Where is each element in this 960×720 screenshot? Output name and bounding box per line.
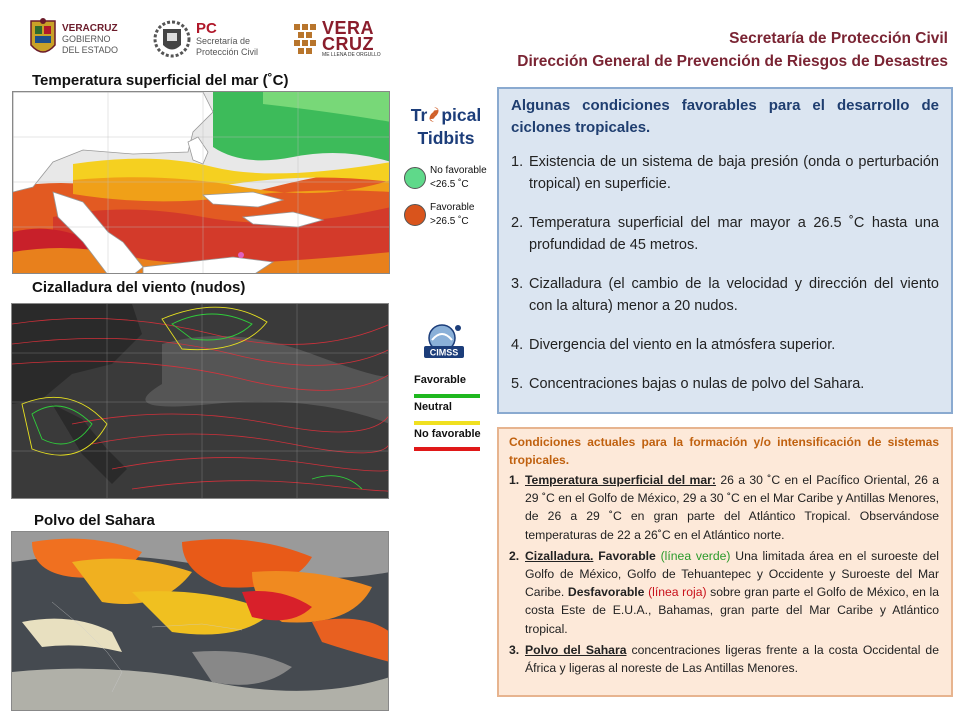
current-condition-dust — [509, 641, 939, 677]
orange-circle-icon — [404, 204, 426, 226]
current-condition-shear — [509, 547, 939, 638]
item-label: Temperatura superficial del mar: — [525, 473, 716, 487]
shear-legend-favorable-label: Favorable — [414, 374, 466, 386]
logo-text-line: Protección Civil — [196, 46, 259, 57]
item-text: 26 a 30 ˚C en el Pacífico Oriental, 26 a 29 ˚C en el Golfo de México, 29 a 30 ˚C en el Mar Caribe y Antillas Menores, de 26 a 29 ˚C en gran parte del Atlántico Tropical. Observándose temperaturas de 22 a 26˚C en el Atlántico norte. — [525, 473, 939, 542]
item-text: sobre gran parte el Golfo de México, en la costa Este de E.U.A., Bahamas, gran parte del Mar Caribe y Atlántico tropical. — [525, 585, 939, 636]
item-text: Una limitada área en el suroeste del Golfo de México, Golfo de Tehuantepec y Occidente y Suroeste del Mar Caribe. — [525, 548, 940, 600]
logo-text-line: Secretaría de — [196, 35, 251, 46]
item-text: Cizalladura (el cambio de la velocidad y dirección del viento con la altura) menor a 20 nudos. — [529, 276, 939, 314]
shear-legend-red-line — [414, 447, 480, 451]
header-title-line2: Dirección General de Prevención de Riesgos de Desastres — [517, 53, 948, 70]
current-condition-sst — [509, 471, 939, 544]
item-body — [525, 641, 939, 677]
item-number: 2. — [509, 548, 520, 563]
item-number: 2. — [511, 215, 524, 231]
legend-label: Favorable — [430, 202, 475, 213]
item-text: Existencia de un sistema de baja presión (onda o perturbación tropical) en superficie. — [529, 154, 939, 192]
green-line-note: (línea verde) — [660, 548, 731, 563]
brand-text-line: VERA — [322, 18, 375, 38]
legend-label: No favorable — [430, 165, 487, 176]
shear-legend-green-line — [414, 394, 480, 398]
item-number: 5. — [511, 376, 524, 392]
shear-legend-unfavorable-label: No favorable — [414, 428, 481, 440]
tropical-tidbits-text: pical — [441, 105, 482, 125]
unfavorable-label: Desfavorable — [567, 585, 645, 600]
item-text: Divergencia del viento en la atmósfera superior. — [529, 337, 836, 353]
item-number: 3. — [511, 276, 524, 292]
favorable-conditions-list — [511, 151, 939, 395]
tropical-tidbits-line2: Tidbits — [417, 128, 475, 148]
header-logos — [28, 12, 381, 66]
item-number: 4. — [511, 337, 524, 353]
veracruz-government-logo — [28, 17, 118, 61]
sst-legend-not-favorable — [404, 164, 487, 192]
dust-map-title: Polvo del Sahara — [34, 512, 155, 529]
favorable-conditions-box — [497, 87, 953, 414]
item-number: 1. — [511, 154, 524, 170]
sst-map-title: Temperatura superficial del mar (˚C) — [32, 72, 289, 89]
tropical-tidbits-logo — [405, 104, 487, 150]
proteccion-civil-logo — [152, 17, 258, 61]
item-text: Concentraciones bajas o nulas de polvo del Sahara. — [529, 376, 865, 392]
favorable-label: Favorable — [593, 548, 661, 563]
brand-pattern-icon — [292, 22, 318, 56]
item-text: Temperatura superficial del mar mayor a 26.5 ˚C hasta una profundidad de 45 metros. — [529, 215, 939, 253]
coat-of-arms-icon — [28, 17, 58, 61]
brand-tagline: ME LLENA DE ORGULLO — [322, 52, 381, 58]
header-title-line1: Secretaría de Protección Civil — [729, 30, 948, 47]
cimss-logo — [420, 322, 472, 360]
logo-text-line: DEL ESTADO — [62, 44, 119, 55]
tropical-tidbits-text: Tr — [410, 105, 428, 125]
logo-text-line: VERACRUZ — [62, 22, 118, 34]
sst-map-image — [13, 92, 390, 274]
shear-map — [11, 303, 389, 499]
list-item — [511, 334, 939, 356]
green-circle-icon — [404, 167, 426, 189]
list-item — [511, 151, 939, 195]
dust-map — [11, 531, 389, 711]
dust-map-image — [12, 532, 389, 711]
legend-value: >26.5 ˚C — [430, 216, 469, 227]
header-title — [517, 27, 948, 73]
item-label: Cizalladura. — [525, 548, 594, 563]
tropical-tidbits-line1 — [405, 104, 487, 127]
current-conditions-box — [497, 427, 953, 697]
item-text: concentraciones ligeras frente a la costa Occidental de África y ligeras al noreste de Las Antillas Menores. — [525, 642, 939, 676]
red-line-note: (línea roja) — [644, 585, 707, 600]
pc-emblem-icon — [152, 17, 192, 61]
item-body — [525, 547, 939, 638]
sst-legend-favorable — [404, 201, 474, 229]
sst-map — [12, 91, 390, 274]
pc-abbreviation: PC — [196, 19, 217, 37]
list-item — [511, 273, 939, 317]
shear-legend-yellow-line — [414, 421, 480, 425]
hurricane-icon — [427, 106, 441, 123]
brand-text-line: CRUZ — [322, 34, 375, 54]
legend-value: <26.5 ˚C — [430, 179, 469, 190]
cimss-label: CIMSS — [429, 347, 459, 358]
shear-legend-neutral-label: Neutral — [414, 401, 452, 413]
item-label: Polvo del Sahara — [525, 642, 627, 657]
logo-text-line: GOBIERNO — [62, 33, 111, 44]
list-item — [511, 212, 939, 256]
veracruz-brand-logo — [292, 20, 381, 58]
item-body — [525, 471, 939, 544]
item-number: 1. — [509, 473, 520, 487]
current-conditions-heading: Condiciones actuales para la formación y/o intensificación de sistemas tropicales. — [509, 435, 939, 467]
shear-map-image — [12, 304, 389, 499]
shear-map-title: Cizalladura del viento (nudos) — [32, 279, 246, 296]
item-number: 3. — [509, 642, 520, 657]
list-item — [511, 373, 939, 395]
favorable-conditions-heading: Algunas condiciones favorables para el desarrollo de ciclones tropicales. — [511, 97, 939, 136]
